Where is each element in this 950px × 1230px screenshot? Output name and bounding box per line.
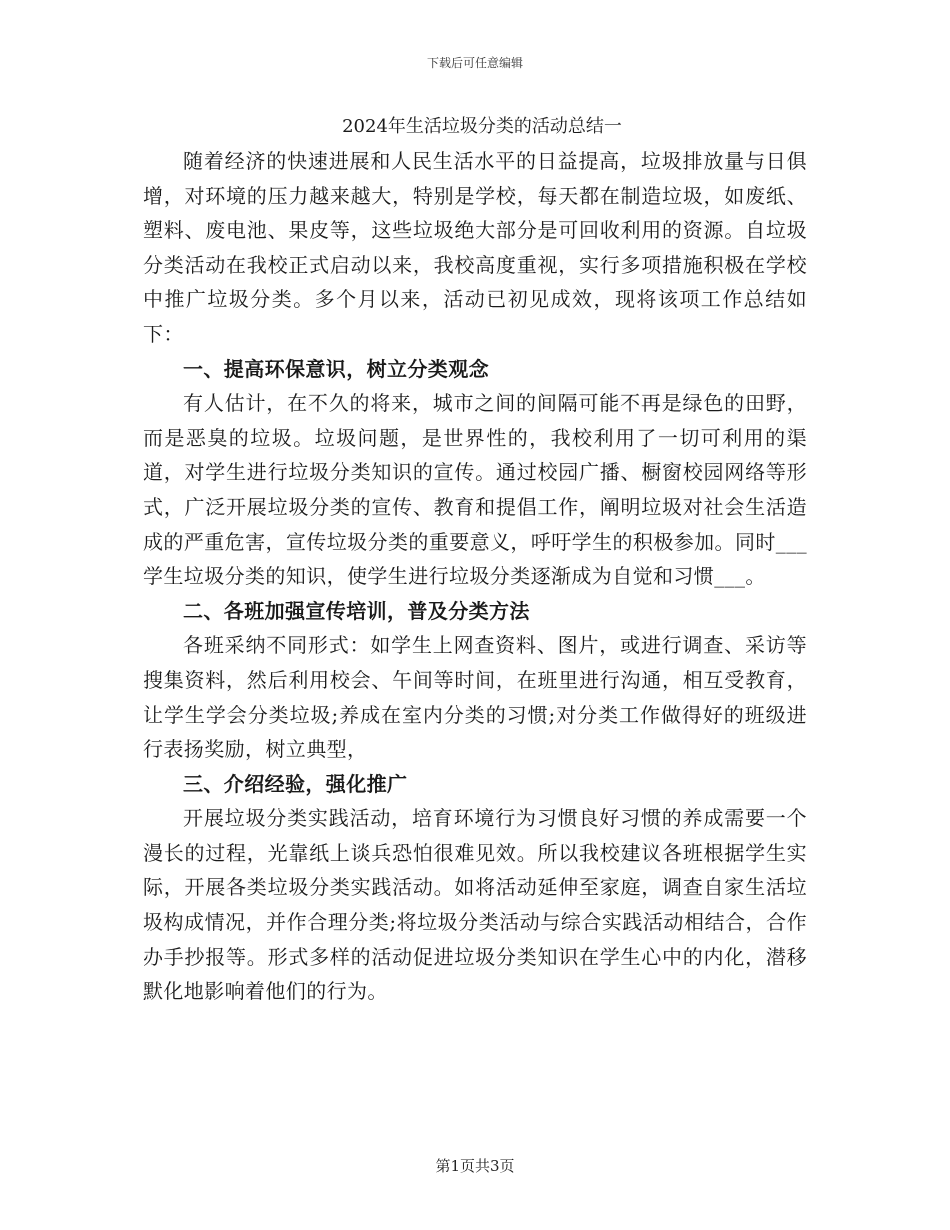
section-body-1: 有人估计，在不久的将来，城市之间的间隔可能不再是绿色的田野，而是恶臭的垃圾。垃圾问题，是世界性的，我校利用了一切可利用的渠道，对学生进行垃圾分类知识的宣传。通过校园广播、橱窗校园网络等形式，广泛开展垃圾分类的宣传、教育和提倡工作，阐明垃圾对社会生活造成的严重危害，宣传垃圾分类的重要意义，呼吁学生的积极参加。同时___学生垃圾分类的知识，使学生进行垃圾分类逐渐成为自觉和习惯___。	[143, 391, 807, 589]
section-heading-3: 三、介绍经验，强化推广	[183, 771, 408, 796]
page-number: 第1页共3页	[435, 1157, 515, 1175]
document-title: 2024年生活垃圾分类的活动总结一	[342, 116, 622, 137]
section-heading-1: 一、提高环保意识，树立分类观念	[183, 356, 489, 381]
page-header: 下载后可任意编辑	[426, 56, 523, 70]
document-body	[143, 110, 807, 1009]
intro-paragraph: 随着经济的快速进展和人民生活水平的日益提高，垃圾排放量与日俱增，对环境的压力越来越大，特别是学校，每天都在制造垃圾，如废纸、塑料、废电池、果皮等，这些垃圾绝大部分是可回收利用的资源。自垃圾分类活动在我校正式启动以来，我校高度重视，实行多项措施积极在学校中推广垃圾分类。多个月以来，活动已初见成效，现将该项工作总结如下：	[143, 149, 807, 346]
section-heading-2: 二、各班加强宣传培训，普及分类方法	[183, 598, 530, 623]
section-body-2: 各班采纳不同形式：如学生上网查资料、图片，或进行调查、采访等搜集资料，然后利用校会、午间等时间，在班里进行沟通，相互受教育，让学生学会分类垃圾;养成在室内分类的习惯;对分类工作做得好的班级进行表扬奖励，树立典型，	[143, 633, 807, 762]
section-body-3: 开展垃圾分类实践活动，培育环境行为习惯良好习惯的养成需要一个漫长的过程，光靠纸上谈兵恐怕很难见效。所以我校建议各班根据学生实际，开展各类垃圾分类实践活动。如将活动延伸至家庭，调查自家生活垃圾构成情况，并作合理分类;将垃圾分类活动与综合实践活动相结合，合作办手抄报等。形式多样的活动促进垃圾分类知识在学生心中的内化，潜移默化地影响着他们的行为。	[143, 806, 807, 1004]
